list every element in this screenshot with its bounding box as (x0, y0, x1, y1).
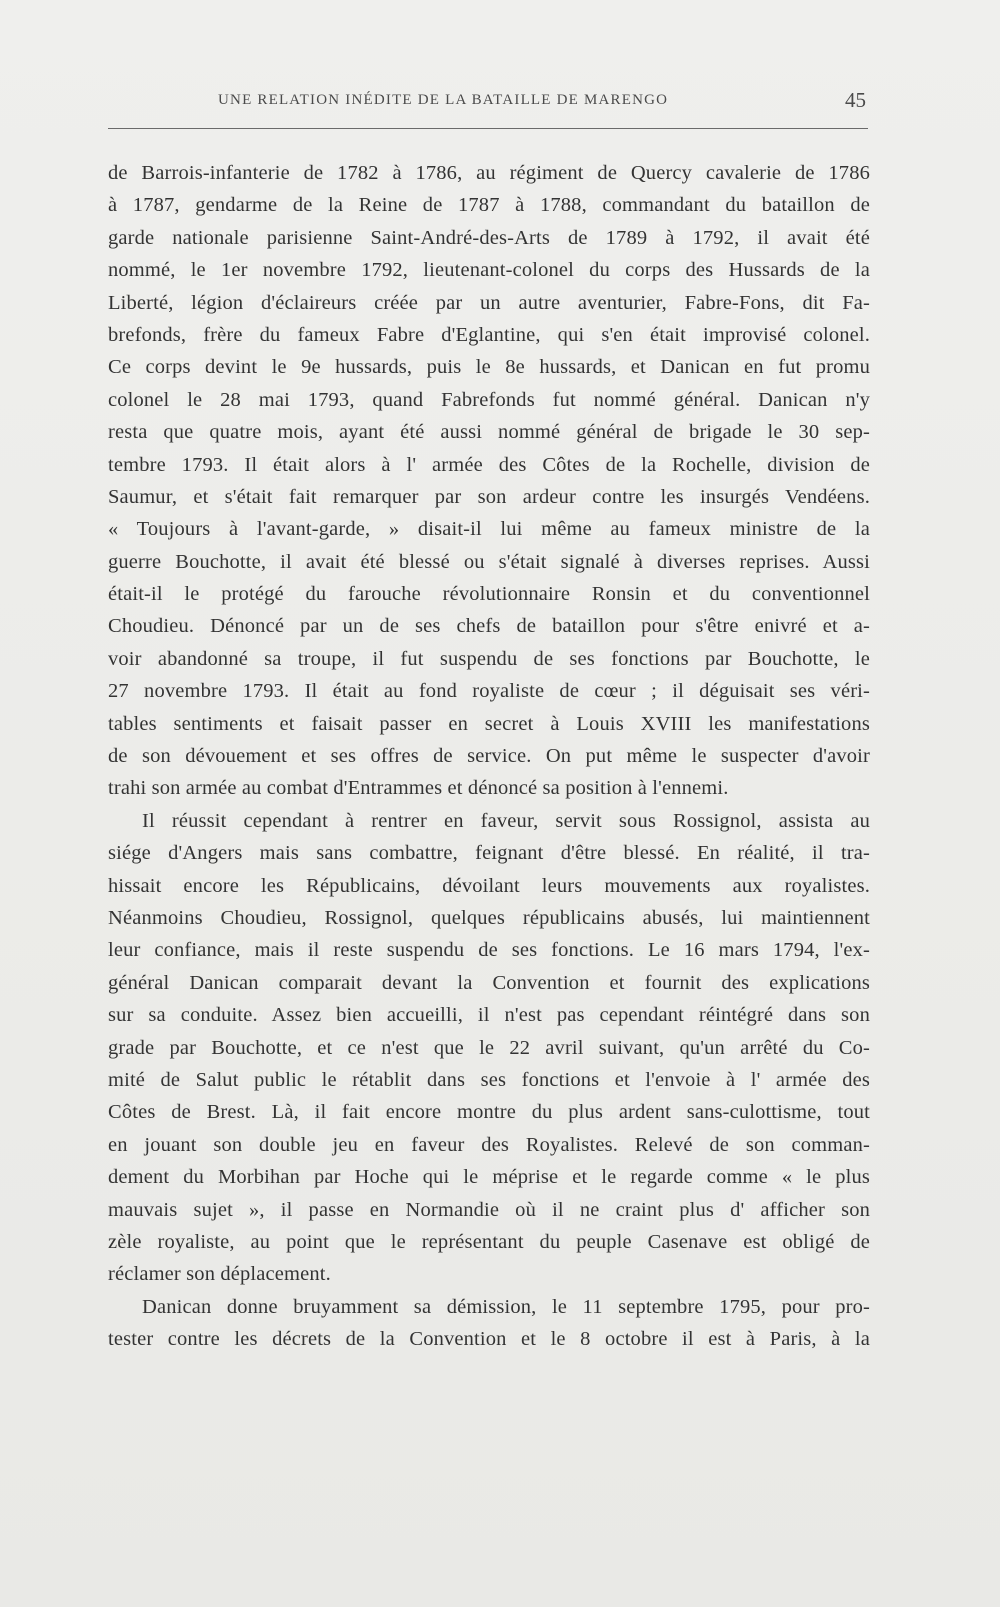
page-header (108, 90, 868, 130)
text-line: tembre 1793. Il était alors à l' armée des Côtes de la Rochelle, division de (108, 453, 870, 476)
text-line: Il réussit cependant à rentrer en faveur, servit sous Rossignol, assista au (142, 809, 870, 832)
text-line: était-il le protégé du farouche révolutionnaire Ronsin et du conventionnel (108, 583, 870, 606)
paragraph (108, 157, 870, 805)
text-line: brefonds, frère du fameux Fabre d'Eglantine, qui s'en était improvisé colonel. (108, 323, 870, 346)
text-line: nommé, le 1er novembre 1792, lieutenant-colonel du corps des Hussards de la (108, 259, 870, 282)
text-line: mauvais sujet », il passe en Normandie où il ne craint plus d' afficher son (108, 1198, 870, 1221)
text-line: colonel le 28 mai 1793, quand Fabrefonds fut nommé général. Danican n'y (108, 388, 870, 411)
body-text (108, 157, 870, 1355)
paragraph (108, 1291, 870, 1356)
text-line: Saumur, et s'était fait remarquer par son ardeur contre les insurgés Vendéens. (108, 485, 870, 508)
text-line: Liberté, légion d'éclaireurs créée par un autre aventurier, Fabre-Fons, dit Fa- (108, 291, 870, 314)
text-line: de Barrois-infanterie de 1782 à 1786, au régiment de Quercy cavalerie de 1786 (108, 162, 870, 184)
text-line: à 1787, gendarme de la Reine de 1787 à 1788, commandant du bataillon de (108, 194, 870, 217)
paragraph (108, 805, 870, 1291)
text-line: siége d'Angers mais sans combattre, feignant d'être blessé. En réalité, il tra- (108, 842, 870, 865)
page-number: 45 (845, 88, 866, 112)
text-line: garde nationale parisienne Saint-André-des-Arts de 1789 à 1792, il avait été (108, 226, 870, 249)
header-rule (108, 128, 868, 129)
text-line: général Danican comparait devant la Convention et fournit des explications (108, 971, 870, 994)
text-line: dement du Morbihan par Hoche qui le méprise et le regarde comme « le plus (108, 1166, 870, 1189)
text-line: guerre Bouchotte, il avait été blessé ou s'était signalé à diverses reprises. Aussi (108, 550, 870, 573)
text-line: sur sa conduite. Assez bien accueilli, il n'est pas cependant réintégré dans son (108, 1004, 870, 1027)
text-line: Néanmoins Choudieu, Rossignol, quelques républicains abusés, lui maintiennent (108, 906, 870, 929)
text-line: 27 novembre 1793. Il était au fond royaliste de cœur ; il déguisait ses véri- (108, 680, 870, 703)
running-title: UNE RELATION INÉDITE DE LA BATAILLE DE MARENGO (218, 92, 669, 108)
text-line: Ce corps devint le 9e hussards, puis le 8e hussards, et Danican en fut promu (108, 356, 870, 379)
text-line: grade par Bouchotte, et ce n'est que le 22 avril suivant, qu'un arrêté du Co- (108, 1036, 870, 1059)
text-line: de son dévouement et ses offres de service. On put même le suspecter d'avoir (108, 745, 870, 768)
text-line: zèle royaliste, au point que le représentant du peuple Casenave est obligé de (108, 1230, 870, 1253)
text-line: tables sentiments et faisait passer en secret à Louis XVIII les manifestations (108, 712, 870, 735)
text-line: hissait encore les Républicains, dévoilant leurs mouvements aux royalistes. (108, 874, 870, 897)
text-line: Choudieu. Dénoncé par un de ses chefs de bataillon pour s'être enivré et a- (108, 615, 870, 638)
text-line: Danican donne bruyamment sa démission, le 11 septembre 1795, pour pro- (142, 1295, 870, 1318)
text-line: resta que quatre mois, ayant été aussi nommé général de brigade le 30 sep- (108, 421, 870, 444)
text-line: voir abandonné sa troupe, il fut suspendu de ses fonctions par Bouchotte, le (108, 647, 870, 670)
text-line: Côtes de Brest. Là, il fait encore montre du plus ardent sans-culottisme, tout (108, 1101, 870, 1124)
text-line: réclamer son déplacement. (108, 1263, 331, 1286)
text-line: trahi son armée au combat d'Entrammes et dénoncé sa position à l'ennemi. (108, 777, 729, 800)
text-line: tester contre les décrets de la Convention et le 8 octobre il est à Paris, à la (108, 1328, 870, 1351)
text-line: leur confiance, mais il reste suspendu de ses fonctions. Le 16 mars 1794, l'ex- (108, 939, 870, 962)
text-line: « Toujours à l'avant-garde, » disait-il lui même au fameux ministre de la (108, 518, 870, 541)
text-line: en jouant son double jeu en faveur des Royalistes. Relevé de son comman- (108, 1133, 870, 1156)
text-line: mité de Salut public le rétablit dans ses fonctions et l'envoie à l' armée des (108, 1068, 870, 1091)
